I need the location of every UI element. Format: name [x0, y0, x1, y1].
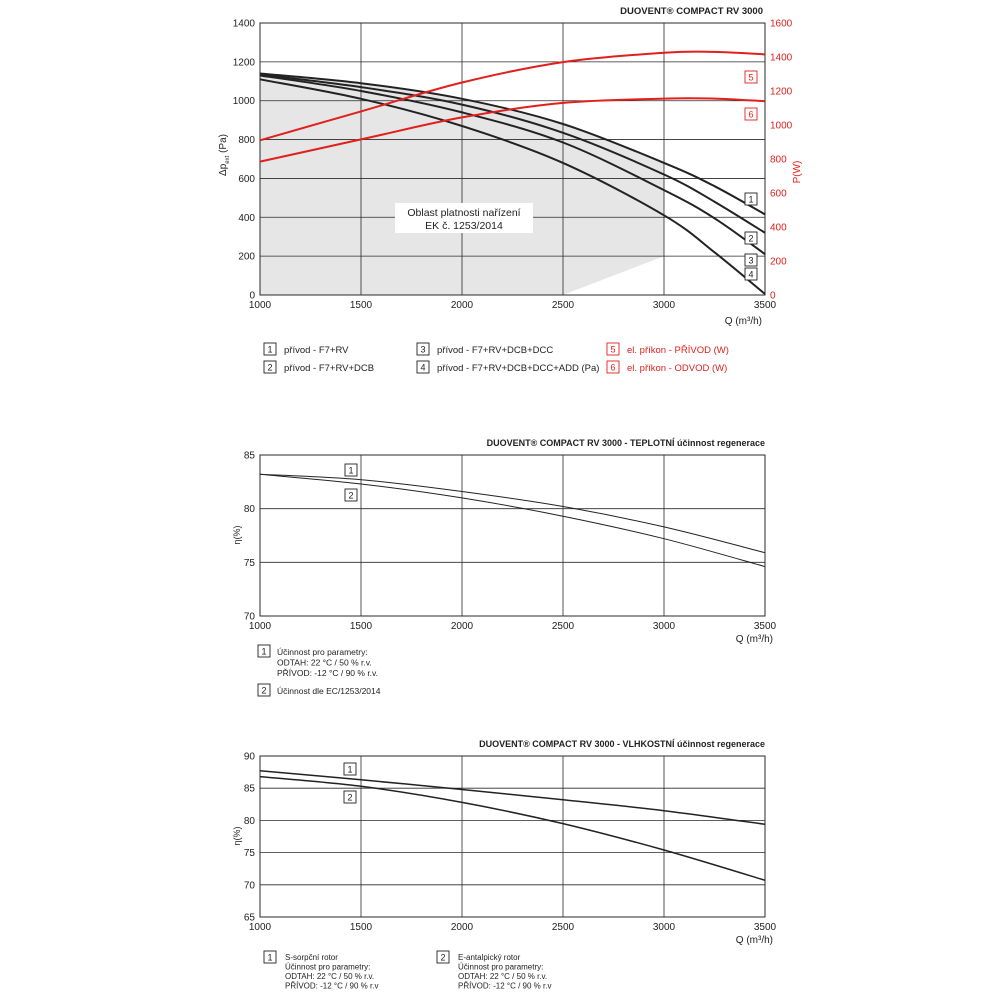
legend-label-3: přívod - F7+RV+DCB+DCC [437, 345, 554, 356]
y-tick-label: 80 [243, 504, 255, 516]
legend-label-2: ODTAH: 22 °C / 50 % r.v. [458, 972, 548, 981]
y-tick-label: 70 [243, 611, 255, 623]
y-tick-label: 600 [238, 173, 255, 185]
legend-marker-2: 2 [261, 685, 267, 696]
chart-title: DUOVENT® COMPACT RV 3000 - VLHKOSTNÍ účinnost regenerace [479, 739, 765, 749]
plot-frame [260, 756, 765, 917]
y2-tick-label: 1000 [770, 120, 793, 132]
y-tick-label: 90 [243, 751, 255, 763]
series-marker-2: 2 [348, 490, 354, 501]
x-tick-label: 2000 [450, 621, 474, 632]
x-axis-label: Q (m³/h) [735, 935, 773, 946]
y2-tick-label: 200 [770, 256, 787, 268]
x-tick-label: 1000 [248, 621, 272, 632]
x-tick-label: 1000 [248, 922, 272, 933]
region-label: Oblast platnosti nařízení [407, 207, 521, 219]
y-axis-label-sub: ext [225, 155, 231, 164]
series-line-2 [260, 777, 765, 881]
x-tick-label: 1500 [349, 300, 373, 311]
x-tick-label: 2500 [551, 300, 575, 311]
y2-tick-label: 800 [770, 154, 787, 166]
legend-label-1: Účinnost pro parametry: [277, 647, 368, 657]
legend-label-2: Účinnost pro parametry: [458, 962, 544, 972]
legend-label-1: PŘÍVOD: -12 °C / 90 % r.v [285, 981, 379, 991]
x-tick-label: 1500 [349, 922, 373, 933]
legend-label-1: ODTAH: 22 °C / 50 % r.v. [277, 657, 372, 668]
series-line-1 [260, 771, 765, 825]
y-tick-label: 70 [243, 880, 255, 892]
series-marker-1: 1 [748, 194, 754, 205]
y-tick-label: 1400 [232, 18, 255, 30]
y-tick-label: 400 [238, 212, 255, 224]
legend-marker-3: 3 [420, 344, 426, 355]
y2-tick-label: 1600 [770, 18, 793, 30]
legend-label-5: el. příkon - PŘÍVOD (W) [627, 345, 729, 356]
series-marker-6: 6 [748, 109, 754, 120]
legend-marker-4: 4 [420, 362, 426, 373]
series-marker-2: 2 [748, 233, 754, 244]
y-tick-label: 80 [243, 815, 255, 827]
y-tick-label: 65 [243, 912, 255, 924]
y-tick-label: 85 [243, 783, 255, 795]
y-axis-label: η(%) [232, 525, 242, 545]
x-tick-label: 3000 [652, 621, 676, 632]
x-axis-label: Q (m³/h) [735, 634, 773, 645]
region-label: EK č. 1253/2014 [425, 220, 503, 232]
legend-label-1: PŘÍVOD: -12 °C / 90 % r.v. [277, 668, 379, 678]
y2-tick-label: 600 [770, 188, 787, 200]
legend-marker-2: 2 [267, 362, 273, 373]
legend-marker-1: 1 [267, 952, 273, 963]
legend-marker-5: 5 [610, 344, 616, 355]
series-marker-1: 1 [348, 465, 354, 476]
legend-label-2: přívod - F7+RV+DCB [284, 363, 375, 374]
legend-label-1: ODTAH: 22 °C / 50 % r.v. [285, 972, 375, 981]
legend-marker-2: 2 [440, 952, 446, 963]
y-tick-label: 85 [243, 450, 255, 462]
y-tick-label: 800 [238, 135, 255, 147]
y-tick-label: 1200 [232, 57, 255, 69]
x-axis-label: Q (m³/h) [724, 316, 762, 327]
y2-tick-label: 0 [770, 290, 776, 302]
y-axis-label [218, 134, 231, 176]
legend-label-2: PŘÍVOD: -12 °C / 90 % r.v [458, 981, 552, 991]
legend-marker-6: 6 [610, 362, 616, 373]
chart-title: DUOVENT® COMPACT RV 3000 [620, 6, 763, 17]
x-tick-label: 3500 [753, 621, 777, 632]
legend-label-1: přívod - F7+RV [284, 345, 349, 356]
x-tick-label: 3500 [753, 300, 777, 311]
y-tick-label: 75 [243, 848, 255, 860]
x-tick-label: 2000 [450, 922, 474, 933]
y2-tick-label: 400 [770, 222, 787, 234]
series-marker-2: 2 [347, 792, 353, 803]
legend-label-6: el. příkon - ODVOD (W) [627, 363, 728, 374]
series-marker-3: 3 [748, 255, 754, 266]
legend-marker-1: 1 [261, 646, 267, 657]
y-axis-label-main: Δp [218, 163, 229, 176]
y2-tick-label: 1200 [770, 86, 793, 98]
y2-axis-label: P(W) [792, 160, 803, 184]
y-axis-label-unit: (Pa) [218, 134, 229, 156]
x-tick-label: 1500 [349, 621, 373, 632]
x-tick-label: 2000 [450, 300, 474, 311]
y-tick-label: 1000 [232, 96, 255, 108]
y2-tick-label: 1400 [770, 52, 793, 64]
legend-label-2: E-antalpický rotor [458, 953, 521, 962]
series-line-2 [260, 474, 765, 566]
legend-label-2: Účinnost dle EC/1253/2014 [277, 686, 381, 696]
x-tick-label: 3000 [652, 922, 676, 933]
y-axis-label: η(%) [232, 826, 242, 846]
y-tick-label: 0 [249, 290, 255, 302]
legend-label-1: Účinnost pro parametry: [285, 962, 371, 972]
x-tick-label: 2500 [551, 922, 575, 933]
plot-frame [260, 455, 765, 616]
y-tick-label: 75 [243, 557, 255, 569]
x-tick-label: 1000 [248, 300, 272, 311]
x-tick-label: 3500 [753, 922, 777, 933]
series-marker-5: 5 [748, 72, 754, 83]
series-marker-1: 1 [347, 764, 353, 775]
series-line-1 [260, 474, 765, 552]
x-tick-label: 2500 [551, 621, 575, 632]
y-tick-label: 200 [238, 251, 255, 263]
legend-marker-1: 1 [267, 344, 273, 355]
chart-title: DUOVENT® COMPACT RV 3000 - TEPLOTNÍ účinnost regenerace [486, 438, 765, 448]
x-tick-label: 3000 [652, 300, 676, 311]
legend-label-4: přívod - F7+RV+DCB+DCC+ADD (Pa) [437, 363, 600, 374]
series-marker-4: 4 [748, 269, 754, 280]
legend-label-1: S-sorpční rotor [285, 953, 338, 962]
